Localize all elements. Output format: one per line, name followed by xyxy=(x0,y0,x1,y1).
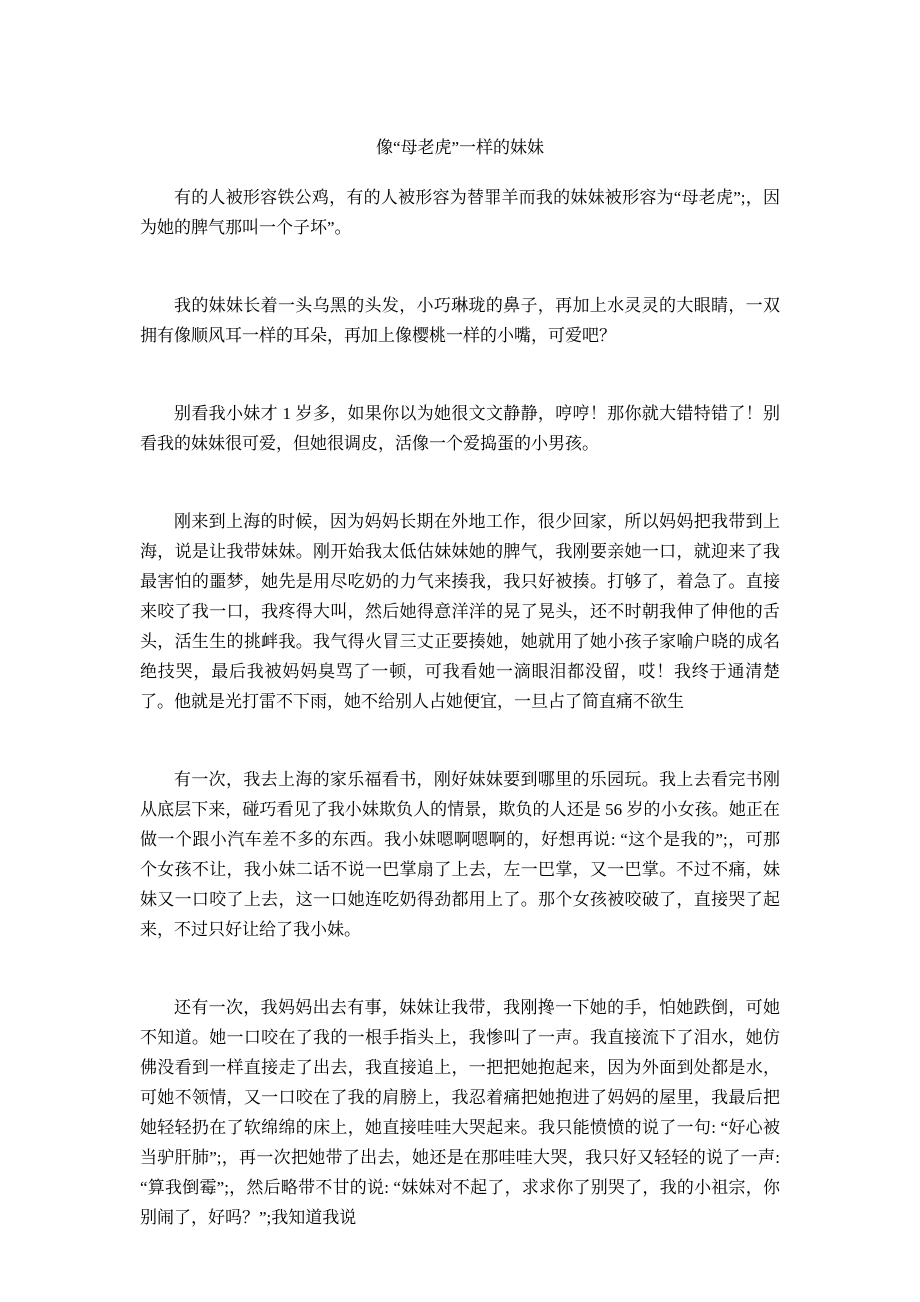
paragraph-2: 我的妹妹长着一头乌黑的头发，小巧琳珑的鼻子，再加上水灵灵的大眼睛，一双拥有像顺风耳一样的耳朵，再加上像樱桃一样的小嘴，可爱吧？ xyxy=(140,296,780,345)
paragraph-1: 有的人被形容铁公鸡，有的人被形容为替罪羊而我的妹妹被形容为“母老虎”;，因为她的脾气那叫一个子坏”。 xyxy=(140,188,780,237)
paragraph-6: 还有一次，我妈妈出去有事，妹妹让我带，我刚搀一下她的手，怕她跌倒，可她不知道。她一口咬在了我的一根手指头上，我惨叫了一声。我直接流下了泪水，她仿佛没看到一样直接走了出去，我直接追上，一把把她抱起来，因为外面到处都是水，可她不领情，又一口咬在了我的肩膀上，我忍着痛把她抱进了妈妈的屋里，我最后把她轻轻扔在了软绵绵的床上，她直接哇哇大哭起来。我只能愤愤的说了一句: “好心被当驴肝肺”;，再一次把她带了出去，她还是在那哇哇大哭，我只好又轻轻的说了一声: “算我倒霉”;，然后略带不甘的说: “妹妹对不起了，求求你了别哭了，我的小祖宗，你别闹了，好吗？”;我知道我说 xyxy=(140,998,780,1227)
paragraph-4: 刚来到上海的时候，因为妈妈长期在外地工作，很少回家，所以妈妈把我带到上海，说是让我带妹妹。刚开始我太低估妹妹她的脾气，我刚要亲她一口，就迎来了我最害怕的噩梦，她先是用尽吃奶的力气来揍我，我只好被揍。打够了，着急了。直接来咬了我一口，我疼得大叫，然后她得意洋洋的晃了晃头，还不时朝我伸了伸他的舌头，活生生的挑衅我。我气得火冒三丈正要揍她，她就用了她小孩子家喻户晓的成名绝技哭，最后我被妈妈臭骂了一顿，可我看她一滴眼泪都没留，哎！我终于通清楚了。他就是光打雷不下雨，她不给别人占她便宜，一旦占了简直痛不欲生 xyxy=(140,512,780,711)
paragraph-5: 有一次，我去上海的家乐福看书，刚好妹妹要到哪里的乐园玩。我上去看完书刚从底层下来，碰巧看见了我小妹欺负人的情景，欺负的人还是 56 岁的小女孩。她正在做一个跟小汽车差不多的东西。我小妹嗯啊嗯啊的，好想再说: “这个是我的”;，可那个女孩不让，我小妹二话不说一巴掌扇了上去，左一巴掌，又一巴掌。不过不痛，妹妹又一口咬了上去，这一口她连吃奶得劲都用上了。那个女孩被咬破了，直接哭了起来，不过只好让给了我小妹。 xyxy=(140,770,780,939)
paragraph-3: 别看我小妹才 1 岁多，如果你以为她很文文静静，哼哼！那你就大错特错了！别看我的妹妹很可爱，但她很调皮，活像一个爱捣蛋的小男孩。 xyxy=(140,404,780,453)
document-title: 像“母老虎”一样的妹妹 xyxy=(375,138,545,157)
